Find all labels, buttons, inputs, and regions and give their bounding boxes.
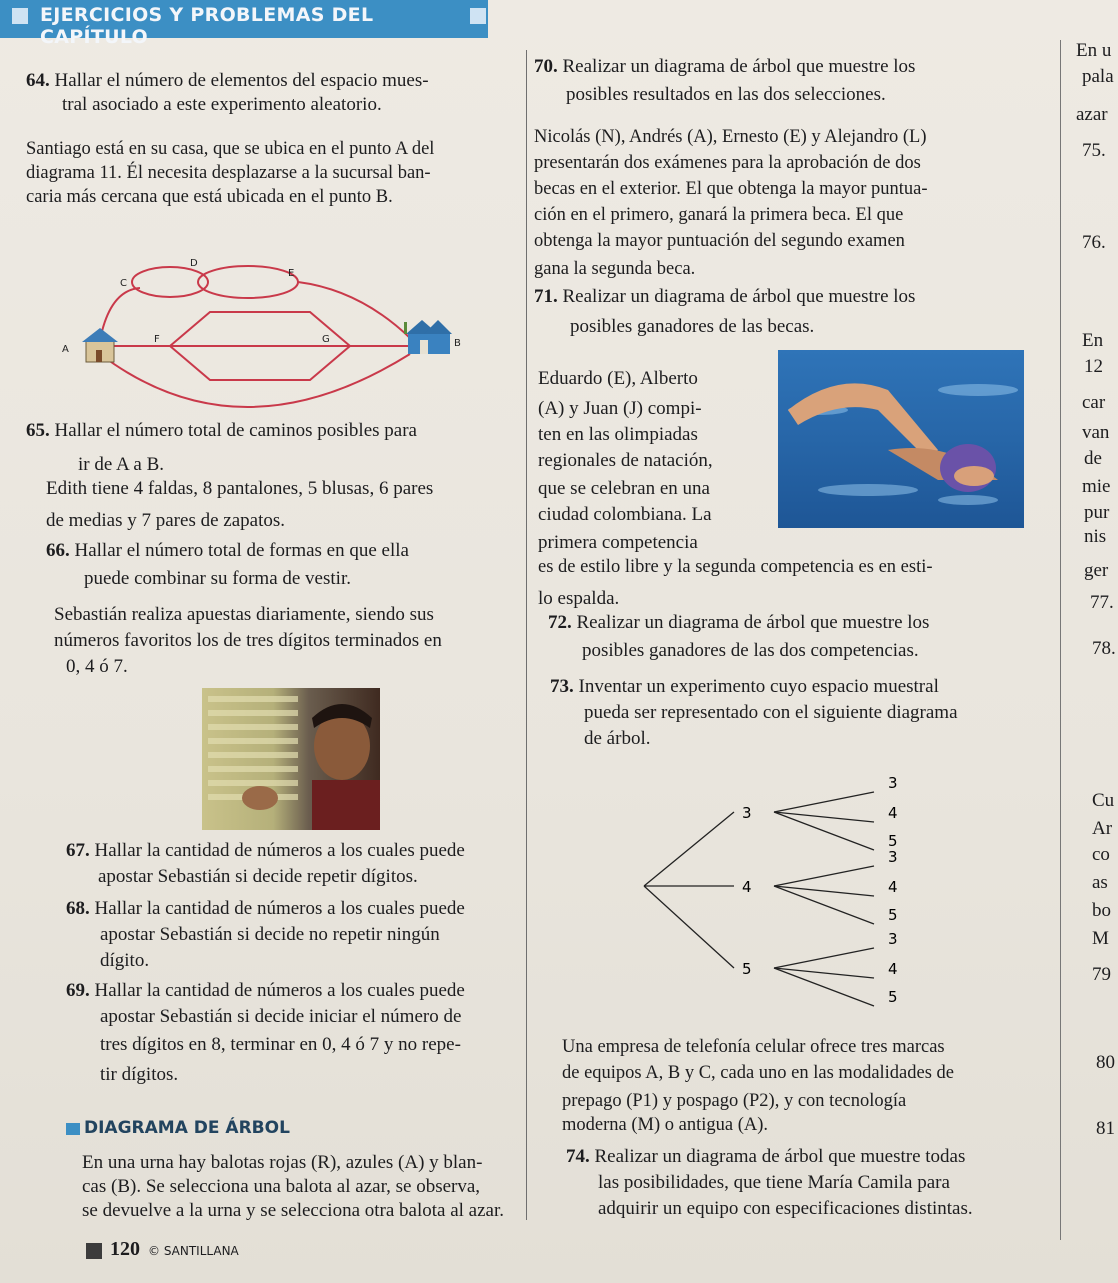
paragraph-line: primera competencia — [538, 532, 698, 553]
path-c-d-loop — [132, 267, 208, 297]
exercise-text: Hallar el número de elementos del espacio mues- — [54, 70, 429, 91]
map-label-c: C — [120, 278, 127, 289]
paragraph-line: ción en el primero, ganará la primera beca. El que — [534, 205, 904, 225]
tree-leaf-branch — [774, 968, 874, 1006]
exercise-text: Realizar un diagrama de árbol que muestre los — [562, 56, 916, 77]
tree-leaf-label: 4 — [888, 960, 898, 978]
margin-fragment: pur — [1084, 502, 1110, 523]
exercise-text: Realizar un diagrama de árbol que muestre los — [576, 612, 930, 633]
exercise-text: posibles ganadores de las becas. — [570, 316, 815, 337]
exercise-number: 67. — [66, 840, 90, 861]
exercise-text: dígito. — [100, 950, 150, 971]
margin-fragment: Ar — [1092, 818, 1113, 839]
paragraph-line: En una urna hay balotas rojas (R), azules (A) y blan- — [82, 1152, 483, 1173]
margin-fragment: as — [1092, 872, 1108, 893]
lottery-board-photo — [202, 688, 380, 830]
margin-fragment: mie — [1082, 476, 1111, 497]
margin-fragment: 75. — [1082, 140, 1106, 161]
page-number: 120 — [110, 1238, 140, 1260]
exercise-text: ir de A a B. — [78, 454, 165, 475]
exercise-text: apostar Sebastián si decide no repetir ningún — [100, 924, 440, 945]
tree-leaf-branch — [774, 812, 874, 850]
exercise-text: las posibilidades, que tiene María Camila para — [598, 1172, 950, 1193]
exercise-text: Hallar el número total de formas en que ella — [74, 540, 409, 561]
margin-fragment: M — [1092, 928, 1109, 949]
exercise-text: Hallar el número total de caminos posibles para — [54, 420, 417, 441]
paragraph-line: Una empresa de telefonía celular ofrece tres marcas — [562, 1037, 945, 1057]
paragraph-line: Sebastián realiza apuestas diariamente, siendo sus — [54, 604, 434, 625]
section-heading — [66, 1118, 290, 1138]
tree-leaf-branch — [774, 968, 874, 978]
exercise-text: Hallar la cantidad de números a los cuales puede — [94, 840, 465, 861]
map-label-e: E — [288, 268, 295, 279]
tree-root-branch — [644, 812, 734, 886]
paragraph-line: moderna (M) o antigua (A). — [562, 1115, 769, 1135]
exercise-text: Realizar un diagrama de árbol que muestre todas — [594, 1146, 966, 1167]
swimmer-photo — [778, 350, 1024, 528]
exercise-text: apostar Sebastián si decide iniciar el número de — [100, 1006, 462, 1027]
chapter-header-bar — [0, 0, 488, 48]
exercise-number: 68. — [66, 898, 90, 919]
tree-leaf-branch — [774, 792, 874, 812]
paragraph-line: se devuelve a la urna y se selecciona otra balota al azar. — [82, 1200, 505, 1221]
exercise-text: Hallar la cantidad de números a los cuales puede — [94, 898, 465, 919]
tree-leaf-branch — [774, 812, 874, 822]
margin-fragment: 81 — [1096, 1118, 1115, 1139]
exercise-number: 64. — [26, 70, 50, 91]
margin-fragment: 76. — [1082, 232, 1106, 253]
paragraph-line: que se celebran en una — [538, 478, 710, 499]
section-title: DIAGRAMA DE ÁRBOL — [84, 1118, 290, 1138]
exercise-number: 69. — [66, 980, 90, 1001]
margin-fragment: de — [1084, 448, 1102, 469]
exercise-number: 73. — [550, 676, 574, 697]
map-label-a: A — [62, 344, 69, 355]
tree-diagram — [630, 770, 930, 1040]
paragraph-line: regionales de natación, — [538, 450, 713, 471]
margin-fragment: 78. — [1092, 638, 1116, 659]
tree-leaf-label: 3 — [888, 774, 898, 792]
paragraph-line: gana la segunda beca. — [534, 259, 696, 279]
exercise-text: posibles resultados en las dos selecciones. — [566, 84, 886, 105]
map-label-d: D — [190, 258, 198, 269]
paragraph-line: ciudad colombiana. La — [538, 504, 712, 525]
paragraph-line: cas (B). Se selecciona una balota al azar, se observa, — [82, 1176, 481, 1197]
paragraph-line: becas en el exterior. El que obtenga la mayor puntua- — [534, 179, 928, 199]
tree-leaf-label: 4 — [888, 804, 898, 822]
tree-node-label: 4 — [742, 878, 752, 896]
exercise-text: apostar Sebastián si decide repetir dígitos. — [98, 866, 418, 887]
margin-fragment: Cu — [1092, 790, 1115, 811]
paragraph-line: de medias y 7 pares de zapatos. — [46, 510, 285, 531]
paragraph-line: lo espalda. — [538, 588, 620, 609]
exercise-number: 71. — [534, 286, 558, 307]
margin-fragment: co — [1092, 844, 1110, 865]
margin-fragment: 12 — [1084, 356, 1103, 377]
tree-leaf-label: 5 — [888, 832, 898, 850]
margin-fragment: van — [1082, 422, 1110, 443]
margin-fragment: car — [1082, 392, 1106, 413]
margin-fragment: ger — [1084, 560, 1109, 581]
header-square-icon — [12, 8, 28, 24]
route-map-diagram — [60, 250, 480, 410]
paragraph-line: presentarán dos exámenes para la aprobación de dos — [534, 153, 921, 173]
margin-fragment: nis — [1084, 526, 1107, 547]
exercise-text: pueda ser representado con el siguiente diagrama — [584, 702, 958, 723]
tree-leaf-label: 5 — [888, 906, 898, 924]
margin-fragment: azar — [1076, 104, 1108, 125]
exercise-text: Hallar la cantidad de números a los cuales puede — [94, 980, 465, 1001]
footer-square-icon — [86, 1243, 102, 1259]
header-square-icon — [470, 8, 486, 24]
map-label-g: G — [322, 334, 330, 345]
paragraph-line: Santiago está en su casa, que se ubica en el punto A del — [26, 139, 435, 159]
exercise-number: 66. — [46, 540, 70, 561]
margin-fragment: 80 — [1096, 1052, 1115, 1073]
exercise-number: 74. — [566, 1146, 590, 1167]
tree-leaf-label: 4 — [888, 878, 898, 896]
path-e-b — [298, 282, 410, 338]
tree-leaf-branch — [774, 886, 874, 924]
exercise-text: tres dígitos en 8, terminar en 0, 4 ó 7 y no repe- — [100, 1034, 461, 1055]
exercise-number: 65. — [26, 420, 50, 441]
tree-leaf-label: 5 — [888, 988, 898, 1006]
paragraph-line: obtenga la mayor puntuación del segundo examen — [534, 231, 905, 251]
exercise-number: 70. — [534, 56, 558, 77]
exercise-number: 72. — [548, 612, 572, 633]
tree-leaf-label: 3 — [888, 930, 898, 948]
bank-icon — [404, 320, 452, 354]
exercise-text: posibles ganadores de las dos competencias. — [582, 640, 919, 661]
tree-leaf-branch — [774, 866, 874, 886]
house-icon — [82, 328, 118, 362]
exercise-text: Realizar un diagrama de árbol que muestre los — [562, 286, 916, 307]
paragraph-line: caria más cercana que está ubicada en el punto B. — [26, 187, 393, 207]
map-label-f: F — [154, 334, 160, 345]
margin-fragment: En — [1082, 330, 1104, 351]
exercise-text: Inventar un experimento cuyo espacio muestral — [578, 676, 939, 697]
publisher-name: © SANTILLANA — [148, 1244, 239, 1258]
exercise-text: de árbol. — [584, 728, 651, 749]
paragraph-line: (A) y Juan (J) compi- — [538, 398, 702, 419]
margin-fragment: 77. — [1090, 592, 1114, 613]
section-square-icon — [66, 1123, 80, 1135]
chapter-header-title: EJERCICIOS Y PROBLEMAS DEL CAPÍTULO — [40, 4, 374, 48]
paragraph-line: prepago (P1) y pospago (P2), y con tecnología — [562, 1091, 907, 1111]
column-divider — [526, 50, 527, 1220]
exercise-text: adquirir un equipo con especificaciones distintas. — [598, 1198, 973, 1219]
margin-fragment: bo — [1092, 900, 1111, 921]
path-d-e-loop — [198, 266, 298, 298]
paragraph-line: de equipos A, B y C, cada uno en las modalidades de — [562, 1063, 955, 1083]
tree-node-label: 5 — [742, 960, 752, 978]
exercise-text: tral asociado a este experimento aleatorio. — [62, 94, 382, 115]
margin-fragment: En u — [1076, 40, 1112, 61]
paragraph-line: Eduardo (E), Alberto — [538, 368, 698, 389]
margin-fragment: 79 — [1092, 964, 1111, 985]
map-label-b: B — [454, 338, 461, 349]
tree-leaf-label: 3 — [888, 848, 898, 866]
tree-root-branch — [644, 886, 734, 968]
tree-leaf-branch — [774, 948, 874, 968]
right-column-divider — [1060, 40, 1061, 1240]
exercise-text: puede combinar su forma de vestir. — [84, 568, 351, 589]
tree-node-label: 3 — [742, 804, 752, 822]
paragraph-line: es de estilo libre y la segunda competencia es en esti- — [538, 557, 933, 577]
margin-fragment: pala — [1082, 66, 1114, 87]
paragraph-line: ten en las olimpiadas — [538, 424, 698, 445]
path-a-c — [100, 288, 140, 340]
exercise-text: tir dígitos. — [100, 1064, 179, 1085]
paragraph-line: 0, 4 ó 7. — [66, 656, 128, 677]
paragraph-line: diagrama 11. Él necesita desplazarse a la sucursal ban- — [26, 163, 431, 183]
paragraph-line: números favoritos los de tres dígitos terminados en — [54, 630, 442, 651]
tree-leaf-branch — [774, 886, 874, 896]
paragraph-line: Nicolás (N), Andrés (A), Ernesto (E) y Alejandro (L) — [534, 127, 927, 147]
paragraph-line: Edith tiene 4 faldas, 8 pantalones, 5 blusas, 6 pares — [46, 478, 434, 499]
